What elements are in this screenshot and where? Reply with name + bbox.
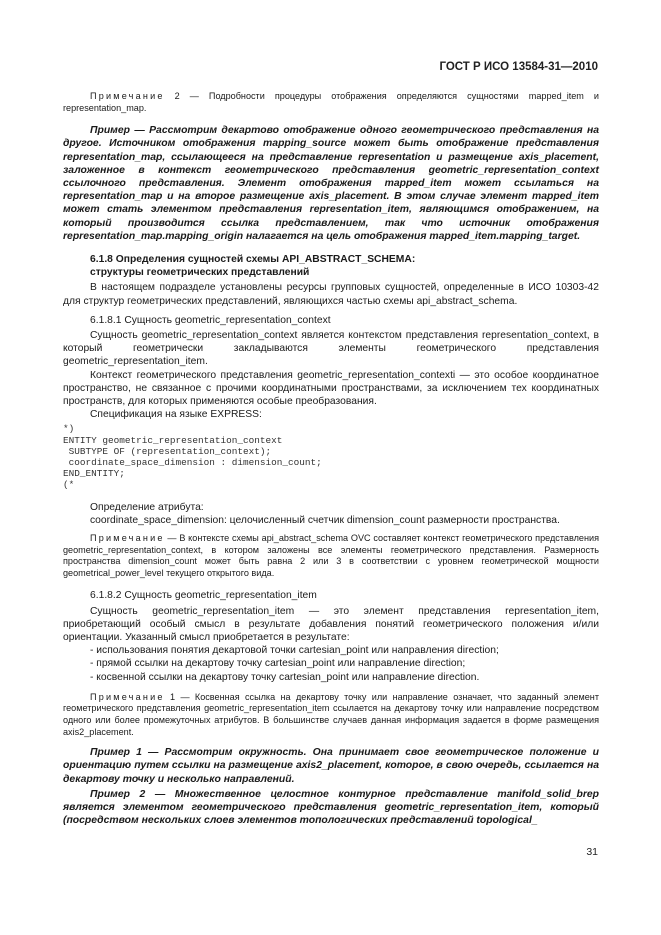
example-paragraph: Пример — Рассмотрим декартово отображение одного геометрического представления на другое. Источником отображения mapping_source может быть отображение представления representation_map, ссылающееся на представление representation и размещение axis_placement, заложенное в контекст геометрического представления geometric_representation_context ссылочного представления. Элемент отображения mapped_item может ссылаться на representation_map и на второе размещение axis_placement. В этом случае элемент mapped_item может стать элементом представления representation_item, являющимся отображением, на который производится ссылка представлением, так что источник отображения representation_map.mapping_origin налагается на цель отображения mapped_item.mapping_target.: [63, 125, 599, 242]
note-1: [63, 692, 599, 738]
note-label: Примечание: [90, 91, 165, 101]
section-6-1-8-2-p1: Сущность geometric_representation_item — это элемент представления representation_item, приобретающий особый смысл в результате добавления понятий геометрического положения и/или ориентации. Указанный смысл приобретается в результате:: [63, 605, 599, 644]
section-6-1-8-1-p2: Контекст геометрического представления geometric_representation_contexti — это особое координатное пространство, не связанное с прочими координатными пространствами, за исключением тех координатных пространств, для которых применяются особые преобразования.: [63, 369, 599, 408]
attribute-definition: coordinate_space_dimension: целочисленный счетчик dimension_count размерности пространства.: [90, 514, 560, 526]
note-context: [63, 533, 599, 579]
express-spec-intro: Спецификация на языке EXPRESS:: [90, 409, 262, 421]
note-label: Примечание: [90, 691, 165, 702]
section-6-1-8-1-p1: Сущность geometric_representation_context является контекстом представления representation_context, в который геометрически закладываются элементы геометрического представления geometric_representation_item.: [63, 330, 599, 368]
list-item: - косвенной ссылки на декартову точку cartesian_point или направление direction.: [90, 671, 480, 683]
list-item: - прямой ссылки на декартову точку cartesian_point или направление direction;: [90, 658, 466, 670]
note-2: [63, 91, 599, 114]
note-body: — В контексте схемы api_abstract_schema OVC составляет контекст геометрического представления geometric_representation_context, в котором заложены все элементы геометрического представления. Размерность пространства dimension_count может быть равна 2 или 3 в соответствии с уровнем геометрической мощности geometrical_power_level текущего открытого вида.: [63, 533, 599, 578]
note-label: Примечание: [90, 533, 165, 544]
section-6-1-8-1-title: 6.1.8.1 Сущность geometric_representation_context: [90, 314, 331, 326]
section-6-1-8-2-title: 6.1.8.2 Сущность geometric_representation_item: [90, 590, 317, 602]
section-6-1-8-title-line1: 6.1.8 Определения сущностей схемы API_ABSTRACT_SCHEMA:: [90, 254, 416, 266]
page-content: [63, 91, 599, 827]
attribute-definition-title: Определение атрибута:: [90, 501, 204, 513]
note-body: 2 — Подробности процедуры отображения определяются сущностями mapped_item и representation_map.: [63, 91, 599, 113]
page-number: 31: [586, 846, 598, 858]
example-2: Пример 2 — Множественное целостное контурное представление manifold_solid_brep является элементом геометрического представления geometric_representation_item, который (посредством нескольких слоев элементов топологических представлений topological_: [63, 788, 599, 827]
example-1: Пример 1 — Рассмотрим окружность. Она принимает свое геометрическое положение и ориентацию путем ссылки на размещение axis2_placement, которое, в свою очередь, ссылается на декартову точку и несколько направлений.: [63, 747, 599, 785]
section-6-1-8-title-line2: структуры геометрических представлений: [90, 267, 310, 279]
express-code-block: *) ENTITY geometric_representation_context SUBTYPE OF (representation_context); coordinate_space_dimension : dimension_count; END_ENTITY; (*: [63, 423, 322, 491]
document-code-header: ГОСТ Р ИСО 13584-31—2010: [439, 61, 598, 73]
note-body: 1 — Косвенная ссылка на декартову точку или направление означает, что заданный элемент геометрического представления geometric_representation_item ссылается на декартову точку или направление посредством одного или более промежуточных атрибутов. В большинстве случаев данная информация задается в форме размещения axis2_placement.: [63, 691, 599, 737]
list-item: - использования понятия декартовой точки cartesian_point или направления direction;: [90, 645, 499, 657]
section-6-1-8-intro: В настоящем подразделе установлены ресурсы групповых сущностей, определенные в ИСО 10303-42 для структур геометрических представлений, являющихся частью схемы api_abstract_schema.: [63, 282, 599, 307]
